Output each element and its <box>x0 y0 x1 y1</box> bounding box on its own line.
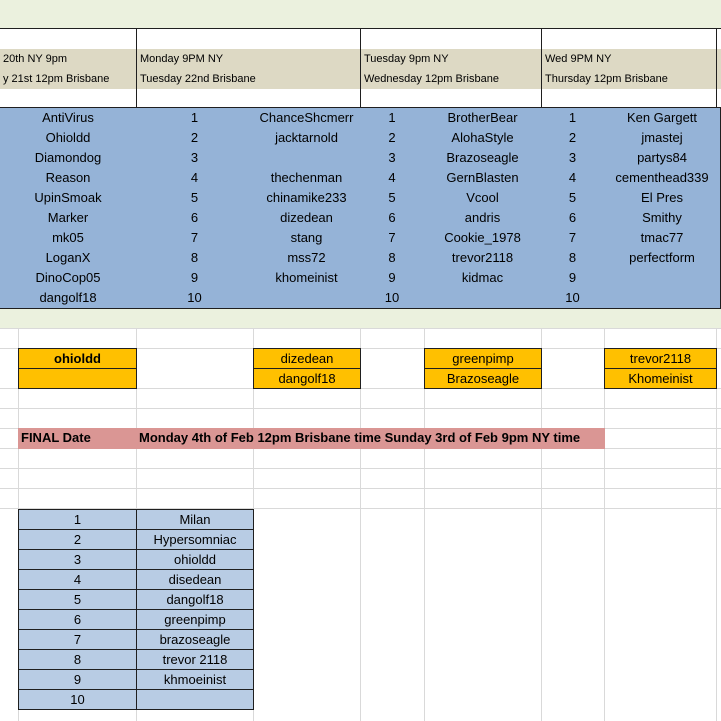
seed-number-cell[interactable]: 9 <box>360 268 425 289</box>
final-player-name-cell[interactable]: Hypersomniac <box>136 529 254 550</box>
header-divider <box>716 28 717 108</box>
player-name-cell[interactable]: Brazoseagle <box>424 148 542 169</box>
final-seed-number-cell[interactable]: 7 <box>18 629 137 650</box>
seed-number-cell[interactable]: 7 <box>360 228 425 249</box>
qualifier-cell[interactable]: Khomeinist <box>604 368 717 389</box>
round-3-header-line2: Wednesday 12pm Brisbane <box>364 73 499 85</box>
player-name-cell[interactable]: mss72 <box>253 248 361 269</box>
player-name-cell[interactable] <box>604 288 721 309</box>
qualifier-cell[interactable]: Brazoseagle <box>424 368 542 389</box>
qualifier-cell[interactable] <box>18 368 137 389</box>
final-player-name-cell[interactable]: ohioldd <box>136 549 254 570</box>
round-1-header-line1: 20th NY 9pm <box>3 53 68 65</box>
player-name-cell[interactable]: El Pres <box>604 188 721 209</box>
player-name-cell[interactable]: kidmac <box>424 268 542 289</box>
player-name-cell[interactable]: DinoCop05 <box>0 268 137 289</box>
seed-number-cell[interactable]: 7 <box>541 228 605 249</box>
player-name-cell[interactable]: Vcool <box>424 188 542 209</box>
qualifier-cell[interactable]: greenpimp <box>424 348 542 369</box>
seed-number-cell[interactable]: 4 <box>136 168 254 189</box>
final-player-name-cell[interactable]: disedean <box>136 569 254 590</box>
final-player-name-cell[interactable]: dangolf18 <box>136 589 254 610</box>
seed-number-cell[interactable]: 10 <box>360 288 425 309</box>
top-band <box>0 0 721 28</box>
final-seed-number-cell[interactable]: 1 <box>18 509 137 530</box>
player-name-cell[interactable]: perfectform <box>604 248 721 269</box>
seed-number-cell[interactable]: 3 <box>360 148 425 169</box>
player-name-cell[interactable] <box>424 288 542 309</box>
seed-number-cell[interactable]: 4 <box>360 168 425 189</box>
seed-number-cell[interactable]: 2 <box>360 128 425 149</box>
round-4-header-line2: Thursday 12pm Brisbane <box>545 73 668 85</box>
player-name-cell[interactable]: Ken Gargett <box>604 108 721 129</box>
seed-number-cell[interactable]: 3 <box>541 148 605 169</box>
player-name-cell[interactable]: tmac77 <box>604 228 721 249</box>
qualifier-cell[interactable]: trevor2118 <box>604 348 717 369</box>
player-name-cell[interactable]: ChanceShcmerr <box>253 108 361 129</box>
seed-number-cell[interactable]: 2 <box>136 128 254 149</box>
round-3-header-line1: Tuesday 9pm NY <box>364 53 449 65</box>
player-name-cell[interactable]: LoganX <box>0 248 137 269</box>
round-4-header-line1: Wed 9PM NY <box>545 53 612 65</box>
player-name-cell[interactable]: AlohaStyle <box>424 128 542 149</box>
player-name-cell[interactable]: thechenman <box>253 168 361 189</box>
final-seed-number-cell[interactable]: 5 <box>18 589 137 610</box>
round-1-header-line2: y 21st 12pm Brisbane <box>3 73 110 85</box>
player-name-cell[interactable]: chinamike233 <box>253 188 361 209</box>
player-name-cell[interactable]: AntiVirus <box>0 108 137 129</box>
seed-number-cell[interactable]: 8 <box>360 248 425 269</box>
seed-number-cell[interactable]: 5 <box>360 188 425 209</box>
separator-band <box>0 309 721 328</box>
player-name-cell[interactable]: dangolf18 <box>0 288 137 309</box>
seed-number-cell[interactable]: 6 <box>360 208 425 229</box>
final-player-name-cell[interactable] <box>136 689 254 710</box>
final-seed-number-cell[interactable]: 4 <box>18 569 137 590</box>
seed-number-cell[interactable]: 1 <box>136 108 254 129</box>
player-name-cell[interactable]: Reason <box>0 168 137 189</box>
player-name-cell[interactable]: partys84 <box>604 148 721 169</box>
seed-number-cell[interactable]: 10 <box>136 288 254 309</box>
seed-number-cell[interactable]: 5 <box>541 188 605 209</box>
qualifier-cell[interactable]: ohioldd <box>18 348 137 369</box>
player-name-cell[interactable]: Smithy <box>604 208 721 229</box>
player-name-cell[interactable]: UpinSmoak <box>0 188 137 209</box>
seed-number-cell[interactable]: 10 <box>541 288 605 309</box>
seed-number-cell[interactable]: 1 <box>360 108 425 129</box>
seed-number-cell[interactable]: 4 <box>541 168 605 189</box>
final-date-label[interactable]: FINAL Date <box>21 430 91 445</box>
final-player-name-cell[interactable]: khmoeinist <box>136 669 254 690</box>
player-name-cell[interactable]: jmastej <box>604 128 721 149</box>
qualifier-cell[interactable]: dangolf18 <box>253 368 361 389</box>
final-seed-number-cell[interactable]: 6 <box>18 609 137 630</box>
player-name-cell[interactable]: GernBlasten <box>424 168 542 189</box>
final-date-text[interactable]: Monday 4th of Feb 12pm Brisbane time Sunday 3rd of Feb 9pm NY time <box>139 430 581 445</box>
player-name-cell[interactable]: BrotherBear <box>424 108 542 129</box>
seed-number-cell[interactable]: 7 <box>136 228 254 249</box>
seed-number-cell[interactable]: 3 <box>136 148 254 169</box>
player-name-cell[interactable]: stang <box>253 228 361 249</box>
final-player-name-cell[interactable]: brazoseagle <box>136 629 254 650</box>
player-name-cell[interactable]: Ohioldd <box>0 128 137 149</box>
player-name-cell[interactable]: cementhead339 <box>604 168 721 189</box>
final-seed-number-cell[interactable]: 8 <box>18 649 137 670</box>
player-name-cell[interactable] <box>253 148 361 169</box>
seed-number-cell[interactable]: 8 <box>136 248 254 269</box>
player-name-cell[interactable]: Marker <box>0 208 137 229</box>
final-seed-number-cell[interactable]: 2 <box>18 529 137 550</box>
seed-number-cell[interactable]: 6 <box>541 208 605 229</box>
player-name-cell[interactable]: khomeinist <box>253 268 361 289</box>
seed-number-cell[interactable]: 5 <box>136 188 254 209</box>
round-2-header-line2: Tuesday 22nd Brisbane <box>140 73 256 85</box>
seed-number-cell[interactable]: 6 <box>136 208 254 229</box>
final-seed-number-cell[interactable]: 3 <box>18 549 137 570</box>
player-name-cell[interactable]: trevor2118 <box>424 248 542 269</box>
player-name-cell[interactable]: Diamondog <box>0 148 137 169</box>
player-name-cell[interactable]: andris <box>424 208 542 229</box>
qualifier-cell[interactable]: dizedean <box>253 348 361 369</box>
player-name-cell[interactable]: mk05 <box>0 228 137 249</box>
seed-number-cell[interactable]: 9 <box>541 268 605 289</box>
player-name-cell[interactable]: Cookie_1978 <box>424 228 542 249</box>
final-player-name-cell[interactable]: trevor 2118 <box>136 649 254 670</box>
final-seed-number-cell[interactable]: 10 <box>18 689 137 710</box>
round-2-header-line1: Monday 9PM NY <box>140 53 224 65</box>
player-name-cell[interactable] <box>253 288 361 309</box>
seed-number-cell[interactable]: 8 <box>541 248 605 269</box>
seed-number-cell[interactable]: 1 <box>541 108 605 129</box>
seed-number-cell[interactable]: 9 <box>136 268 254 289</box>
final-seed-number-cell[interactable]: 9 <box>18 669 137 690</box>
player-name-cell[interactable] <box>604 268 721 289</box>
seed-number-cell[interactable]: 2 <box>541 128 605 149</box>
player-name-cell[interactable]: dizedean <box>253 208 361 229</box>
player-name-cell[interactable]: jacktarnold <box>253 128 361 149</box>
final-player-name-cell[interactable]: Milan <box>136 509 254 530</box>
final-player-name-cell[interactable]: greenpimp <box>136 609 254 630</box>
